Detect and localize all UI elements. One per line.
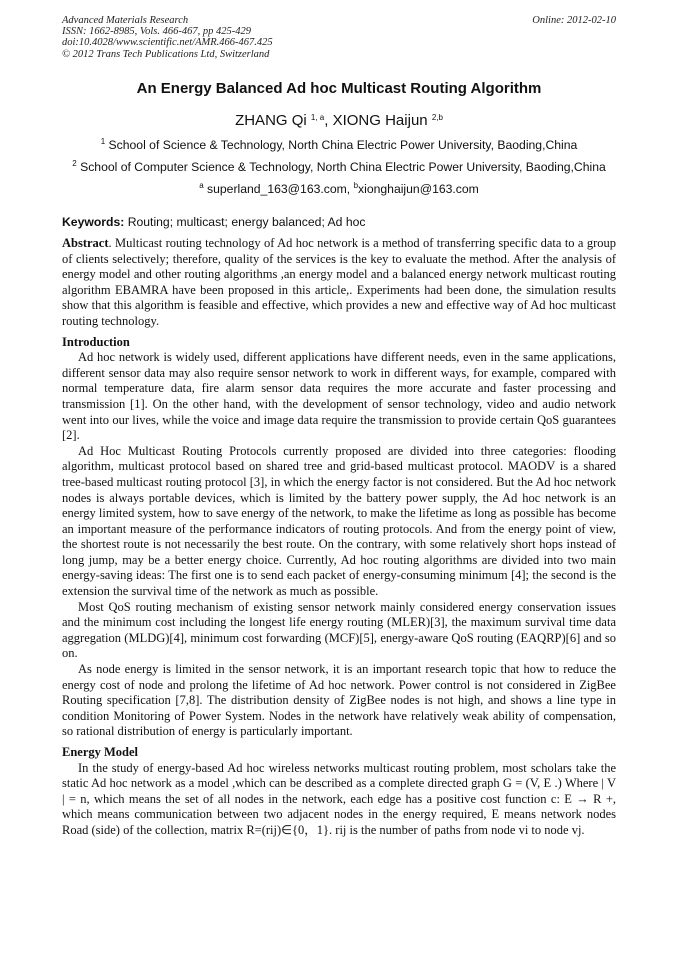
intro-paragraph-4: As node energy is limited in the sensor network, it is an important research topic that how to reduce the energy cost of node and prolong the lifetime of Ad hoc network. Power control is not considered in ZigBee Routing specification [7,8]. The distribution density of ZigBee nodes is not high, and shows a line type in condition Monitoring of Power System. Nodes in the network have relatively weak ability of compensation, so rational distribution of energy is particularly important. [62,662,616,739]
affiliation-1 [0,138,678,152]
online-date: Online: 2012-02-10 [532,15,616,26]
keywords [62,215,616,229]
author-1-sup: 1, a [310,113,325,122]
abstract [62,236,616,330]
journal-header [62,15,273,60]
email-a-sup: a [199,181,204,190]
abstract-text: . Multicast routing technology of Ad hoc network is a method of transferring specific data to a group of clients selectively; therefore, quality of the services is the key to evaluate the method. After the analysis of energy model and other routing algorithms ,an energy model and a balanced energy network multicast routing algorithm EBAMRA have been proposed in this article,. Experiments had been done, the simulation results show that this algorithm is feasible and effective, which provides a new and effective way of Ad hoc multicast routing technology. [62,236,616,328]
email-b: xionghaijun@163.com [358,182,479,196]
affiliation-1-sup: 1 [100,137,106,146]
paper-body [62,236,616,839]
author-2-sup: 2,b [431,113,443,122]
email-line [0,182,678,196]
author-2: XIONG Haijun [332,112,428,129]
introduction-heading: Introduction [62,334,130,349]
doi-line: doi:10.4028/www.scientific.net/AMR.466-467.425 [62,37,273,49]
issn-line: ISSN: 1662-8985, Vols. 466-467, pp 425-429 [62,26,251,38]
intro-paragraph-2: Ad Hoc Multicast Routing Protocols currently proposed are divided into three categories: flooding algorithm, multicast protocol based on shared tree and grid-based multicast protocol. MAODV is a shared tree-based multicast routing protocol [3], in which the energy factor is not considered. But the Ad hoc network nodes is always portable devices, which is limited by the battery power supply, the Ad hoc network is an energy limited system, how to save energy of the network, to make the lifetime as long as possible has become an important measure of the performance indicators of routing protocols. And from the energy point of view, the shortest route is not necessarily the best route. On the contrary, with some relatively short hops instead of long jump, may be a better energy choice. Currently, Ad hoc routing algorithms are divided into two main energy-saving ideas: The first one is to send each packet of energy-consuming minimum [4]; the second is the extension the survival time of the network as much as possible. [62,443,616,599]
author-1: ZHANG Qi [235,112,307,129]
author-line [0,112,678,129]
copyright-line: © 2012 Trans Tech Publications Ltd, Switzerland [62,48,270,60]
affiliation-2-sup: 2 [72,159,77,168]
affiliation-1-text: School of Science & Technology, North China Electric Power University, Baoding,China [108,138,578,152]
keywords-text: Routing; multicast; energy balanced; Ad hoc [124,215,366,229]
affiliation-2-text: School of Computer Science & Technology, North China Electric Power University, Baoding,China [80,160,606,174]
journal-name: Advanced Materials Research [62,15,189,26]
intro-paragraph-1: Ad hoc network is widely used, different applications have different needs, even in the same applications, different sensor data may also require sensor network to work in different ways, for example, compared with normal temperature data, fire alarm sensor data requires the more accurate and faster processing and transmission [1]. On the other hand, with the development of sensor technology, video and audio network went into our lives, while the voice and image data require the transmission to provide certain QoS guarantees [2]. [62,350,616,443]
email-b-sup: b [353,181,359,190]
energy-model-paragraph-1: In the study of energy-based Ad hoc wireless networks multicast routing problem, most scholars take the static Ad hoc network as a model ,which can be described as a complete directed graph G = (V, E .) Where | V | = n, which means the set of all nodes in the network, each edge has a positive cost function c: E → R +, which means communication between two adjacent nodes in the energy required, E means network nodes Road (side) of the collection, matrix R=(rij)∈{0，1}. rij is the number of paths from node vi to node vj. [62,760,616,837]
abstract-label: Abstract [62,236,109,250]
paper-title: An Energy Balanced Ad hoc Multicast Routing Algorithm [136,80,542,97]
keywords-label: Keywords: [62,215,125,229]
intro-paragraph-3: Most QoS routing mechanism of existing sensor network mainly considered energy conservation issues and the minimum cost including the longest life energy routing (MLER)[3], the maximum survival time data aggregation (MLDG)[4], minimum cost forwarding (MCF)[5], energy-aware QoS routing (EAQRP)[6] and so on. [62,599,616,661]
affiliation-2 [0,160,678,174]
author-separator: , [324,112,333,129]
email-a: superland_163@163.com, [207,182,351,196]
energy-model-heading: Energy Model [62,745,139,759]
